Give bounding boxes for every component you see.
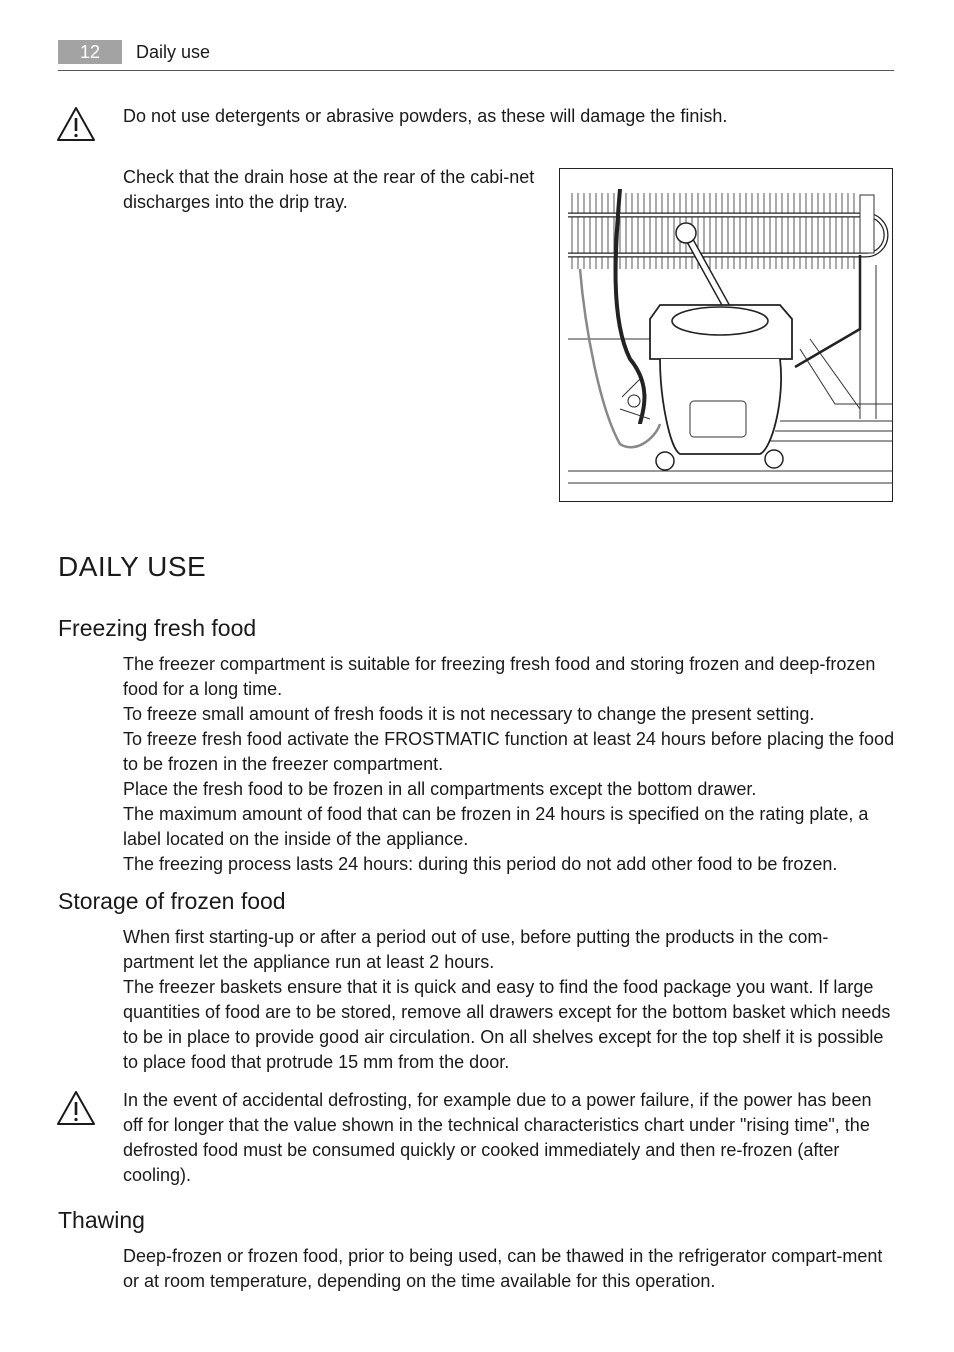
heading-storage-frozen-food: Storage of frozen food xyxy=(58,888,286,914)
warning-note-defrosting: In the event of accidental defrosting, for example due to a power failure, if the power has been off for longer that the value shown in the technical characteristics chart under "rising time", the defrosted food must be consumed quickly or cooked immediately and then re-frozen (after cooling). xyxy=(123,1090,872,1185)
storage-paragraph: When first starting-up or after a period out of use, before putting the products in the com-partment let the appliance run at least 2 hours. xyxy=(123,927,829,972)
thawing-paragraph: Deep-frozen or frozen food, prior to being used, can be thawed in the refrigerator compart-ment or at room temperature, depending on the time available for this operation. xyxy=(123,1246,883,1291)
warning-note-detergents: Do not use detergents or abrasive powders, as these will damage the finish. xyxy=(123,106,728,126)
thawing-text-block xyxy=(123,1244,895,1294)
section-title: DAILY USE xyxy=(58,551,207,582)
freezing-paragraph: The freezing process lasts 24 hours: during this period do not add other food to be frozen. xyxy=(123,854,838,874)
heading-thawing: Thawing xyxy=(58,1207,145,1233)
page-number: 12 xyxy=(58,40,122,64)
storage-text-block xyxy=(123,925,895,1075)
drain-hose-text: Check that the drain hose at the rear of the cabi-net discharges into the drip tray. xyxy=(123,167,535,212)
warning-triangle-icon xyxy=(56,106,96,142)
freezing-paragraph: To freeze fresh food activate the FROSTMATIC function at least 24 hours before placing the food to be frozen in the freezer compartment. xyxy=(123,729,895,774)
freezing-text-block xyxy=(123,652,895,877)
compressor-drip-tray-illustration xyxy=(559,168,893,502)
storage-paragraph: The freezer baskets ensure that it is quick and easy to find the food package you want. If large quantities of food are to be stored, remove all drawers except for the bottom basket which needs to be in place to provide good air circulation. On all shelves except for the top shelf it is possible to place food that protrude 15 mm from the door. xyxy=(123,977,891,1072)
illustration-drawing xyxy=(560,169,893,502)
freezing-paragraph: To freeze small amount of fresh foods it is not necessary to change the present setting. xyxy=(123,704,815,724)
page-header xyxy=(58,40,894,71)
freezing-paragraph: Place the fresh food to be frozen in all compartments except the bottom drawer. xyxy=(123,779,757,799)
freezing-paragraph: The maximum amount of food that can be frozen in 24 hours is specified on the rating plate, a label located on the inside of the appliance. xyxy=(123,804,869,849)
warning-triangle-icon xyxy=(56,1090,96,1126)
header-title: Daily use xyxy=(136,42,211,62)
heading-freezing-fresh-food: Freezing fresh food xyxy=(58,615,257,641)
freezing-paragraph: The freezer compartment is suitable for freezing fresh food and storing frozen and deep-frozen food for a long time. xyxy=(123,654,876,699)
